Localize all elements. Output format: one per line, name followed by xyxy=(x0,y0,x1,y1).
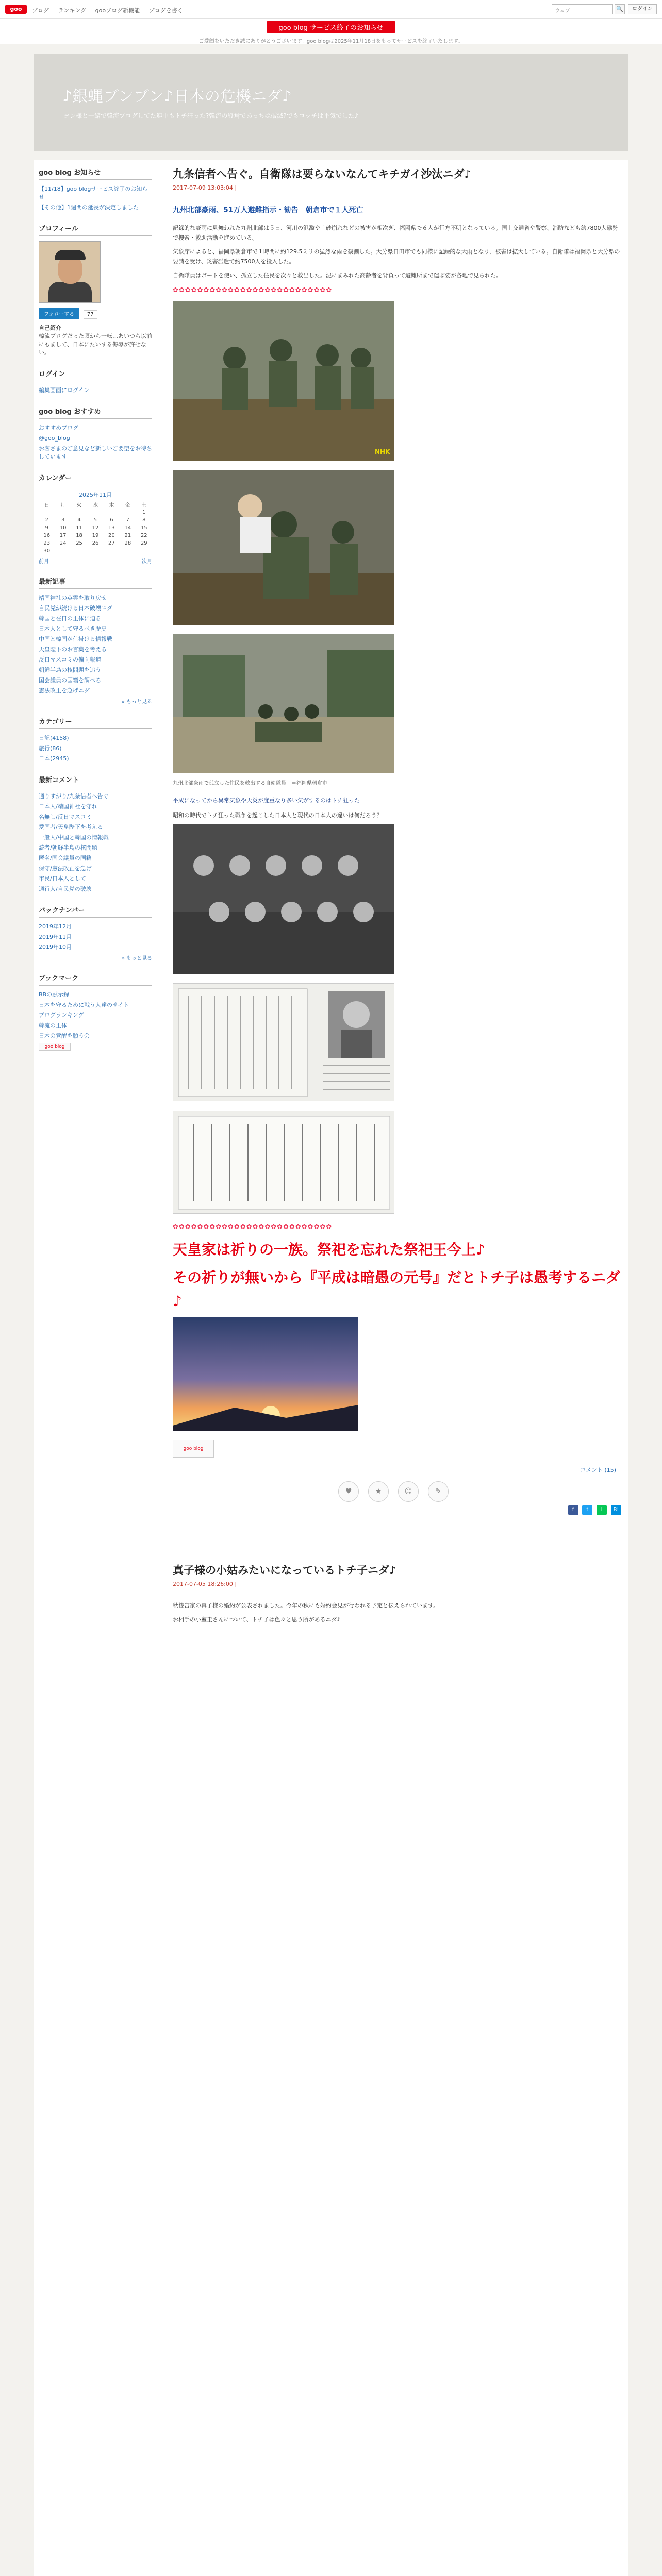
highlight-line: 平成になってから異常気象や天災が度重なり多い気がするのはトチ狂った xyxy=(173,797,360,804)
goo-logo[interactable]: goo xyxy=(5,5,27,14)
recent-comment-link[interactable]: 一般人/中国と韓国の情報戦 xyxy=(39,834,109,841)
recent-post-link[interactable]: 国会議員の国籍を調べろ xyxy=(39,677,101,684)
facebook-share-icon[interactable]: f xyxy=(568,1505,578,1515)
recent-comment-link[interactable]: 愛国者/天皇陛下を考える xyxy=(39,824,103,831)
recent-comment-link[interactable]: 読者/朝鮮半島の核問題 xyxy=(39,844,97,851)
calendar-day: 16 xyxy=(43,533,51,538)
calendar-day: 15 xyxy=(140,525,147,531)
like-icon[interactable]: ♥ xyxy=(338,1481,359,1502)
content-container xyxy=(34,160,628,2576)
recommend-section xyxy=(39,406,152,461)
calendar-section xyxy=(39,472,152,565)
notice-link[interactable]: 【11/18】goo blogサービス終了のお知らせ xyxy=(39,185,148,200)
historical-photo[interactable] xyxy=(173,824,394,974)
follow-button[interactable]: フォローする xyxy=(39,308,79,319)
calendar-weekday: 日 xyxy=(44,503,49,509)
bookmarks-section xyxy=(39,973,152,1051)
notice-section xyxy=(39,167,152,212)
profile-section xyxy=(39,223,152,357)
profile-avatar[interactable] xyxy=(39,241,101,303)
calendar-day: 2 xyxy=(45,517,48,523)
recent-comments-section xyxy=(39,774,152,893)
backnumber-heading: バックナンバー xyxy=(39,905,152,918)
main-content xyxy=(173,160,621,1629)
sunset-photo[interactable] xyxy=(173,1317,358,1431)
calendar-next[interactable]: 次月 xyxy=(142,559,152,565)
pen-icon[interactable]: ✎ xyxy=(428,1481,449,1502)
recent-comment-link[interactable]: 通りすがり/九条信者へ告ぐ xyxy=(39,793,109,800)
document-photo[interactable] xyxy=(173,983,394,1101)
article-paragraph: 昭和の時代でトチ狂った戦争を起こした日本人と現代の日本人の違いは何だろう？ xyxy=(173,812,383,819)
handwriting-photo[interactable] xyxy=(173,1111,394,1214)
nav-new-features[interactable]: gooブログ新機能 xyxy=(95,7,140,14)
calendar-weekday: 火 xyxy=(76,503,82,509)
global-nav xyxy=(32,6,190,14)
comment-link[interactable]: コメント (15) xyxy=(580,1467,616,1473)
article-date: 2017-07-05 18:26:00 | xyxy=(173,1581,237,1587)
notice-heading: goo blog お知らせ xyxy=(39,167,152,180)
calendar-day xyxy=(55,509,71,516)
calendar-weekday: 土 xyxy=(141,503,147,509)
search-input[interactable]: ウェブ xyxy=(552,4,613,14)
recommend-link[interactable]: おすすめブログ xyxy=(39,425,79,431)
calendar-day: 8 xyxy=(142,517,146,523)
blog-header xyxy=(34,54,628,151)
calendar-day: 10 xyxy=(59,525,67,531)
calendar-day: 1 xyxy=(142,510,146,515)
calendar-day xyxy=(55,547,71,555)
article-paragraph: 記録的な豪雨に見舞われた九州北部は５日、河川の氾濫や土砂崩れなどの被害が相次ぎ、福岡県で６人が行方不明となっている。国土交通省や警察、消防なども約7800人態勢で捜索・救助活動を進めている。 xyxy=(173,225,618,241)
emphasis-line: その祈りが無いから『平成は暗愚の元号』だとトチ子は愚考するニダ♪ xyxy=(173,1269,621,1310)
sidebar xyxy=(34,160,157,2576)
calendar-day xyxy=(120,509,136,516)
calendar-day: 17 xyxy=(59,533,67,538)
bookmarks-heading: ブックマーク xyxy=(39,973,152,986)
bookmark-link[interactable]: 韓流の正体 xyxy=(39,1022,67,1029)
calendar-day xyxy=(120,547,136,555)
calendar-weekday: 月 xyxy=(60,503,66,509)
calendar-day: 20 xyxy=(108,533,115,538)
profile-heading: プロフィール xyxy=(39,223,152,236)
recommend-heading: goo blog おすすめ xyxy=(39,406,152,419)
calendar-day: 13 xyxy=(108,525,115,531)
calendar-month[interactable]: 2025年11月 xyxy=(79,492,112,498)
recent-comment-link[interactable]: 匿名/国会議員の国籍 xyxy=(39,855,92,861)
calendar-day: 9 xyxy=(45,525,48,531)
calendar-day: 30 xyxy=(43,548,51,554)
login-button[interactable]: ログイン xyxy=(628,4,657,14)
calendar-day: 19 xyxy=(92,533,99,538)
backnumber-link[interactable]: 2019年11月 xyxy=(39,934,72,940)
article-paragraph: 気象庁によると、福岡県朝倉市で１時間に約129.5ミリの猛烈な雨を観測した。大分県日田市でも同様に記録的な大雨となり、被害は拡大している。自衛隊は福岡県と大分県の要請を受け、災害派遣で約7500人を投入した。 xyxy=(173,248,620,265)
recommend-note[interactable]: お客さまのご意見など新しいご要望をお待ちしています xyxy=(39,445,152,460)
article-paragraph: 自衛隊員はボートを使い、孤立した住民を次々と救出した。泥にまみれた高齢者を背負って避難所まで運ぶ姿が各地で見られた。 xyxy=(173,272,502,279)
hatena-share-icon[interactable]: B! xyxy=(611,1505,621,1515)
recommend-link[interactable]: @goo_blog xyxy=(39,435,70,442)
recent-comment-link[interactable]: 保守/憲法改正を急げ xyxy=(39,865,92,872)
article-title[interactable]: 真子様の小姑みたいになっているトチ子ニダ♪ xyxy=(173,1564,396,1577)
calendar-day xyxy=(104,509,120,516)
article-paragraph: 秋篠宮家の真子様の婚約が公表されました。今年の秋にも婚約会見が行われる予定と伝えられています。 xyxy=(173,1602,439,1609)
calendar-day: 3 xyxy=(61,517,65,523)
recent-post-link[interactable]: 韓国と在日の正体に迫る xyxy=(39,615,101,622)
recent-post-link[interactable]: 憲法改正を急げニダ xyxy=(39,687,90,694)
article xyxy=(173,166,621,1515)
bookmark-link[interactable]: 日本の覚醒を願う会 xyxy=(39,1032,90,1039)
backnumber-section xyxy=(39,905,152,961)
twitter-share-icon[interactable]: t xyxy=(582,1505,592,1515)
categories-section xyxy=(39,716,152,763)
calendar-weekday: 木 xyxy=(109,503,114,509)
edit-login-link[interactable]: 編集画面にログイン xyxy=(39,387,90,394)
global-topbar xyxy=(0,0,662,19)
flower-divider: ✿✿✿✿✿✿✿✿✿✿✿✿✿✿✿✿✿✿✿✿✿✿✿✿✿✿ xyxy=(173,286,333,294)
service-notice-banner xyxy=(0,19,662,44)
recent-comment-link[interactable]: 市民/日本人として xyxy=(39,875,86,882)
smile-icon[interactable]: ☺ xyxy=(398,1481,419,1502)
recent-post-link[interactable]: 中国と韓国が仕掛ける情報戦 xyxy=(39,636,112,642)
blog-description: ヨン様と一緒で韓流ブログしてた連中もトチ狂った?韓流の終焉であっちは破滅?でもコッチは平気でした♪ xyxy=(63,112,359,120)
calendar-day: 18 xyxy=(76,533,82,538)
calendar-weekday: 金 xyxy=(125,503,130,509)
bookmark-link[interactable]: BBの黙示録 xyxy=(39,991,70,998)
news-headline: 九州北部豪雨、51万人避難指示・勧告 朝倉市で１人死亡 xyxy=(173,206,363,214)
recent-comment-link[interactable]: 日本人/靖国神社を守れ xyxy=(39,803,97,810)
backnumber-more[interactable]: » もっと見る xyxy=(121,956,152,961)
recent-posts-section xyxy=(39,576,152,705)
calendar-day: 12 xyxy=(92,525,99,531)
photo-caption: 九州北部豪雨で孤立した住民を救出する自衛隊員 ＝福岡県朝倉市 xyxy=(173,781,327,786)
calendar-day: 6 xyxy=(110,517,113,523)
calendar-day xyxy=(39,509,55,516)
recent-comment-link[interactable]: 通行人/自民党の破壊 xyxy=(39,886,92,892)
follower-count: 77 xyxy=(84,310,97,319)
calendar-day: 28 xyxy=(124,540,131,546)
recent-posts-heading: 最新記事 xyxy=(39,576,152,589)
calendar-day: 27 xyxy=(108,540,115,546)
svg-text:NHK: NHK xyxy=(375,448,390,455)
calendar-table xyxy=(39,501,152,555)
bookmark-link[interactable]: 日本を守るために戦う人達のサイト xyxy=(39,1002,129,1008)
share-buttons xyxy=(173,1505,621,1515)
calendar-day: 14 xyxy=(124,525,131,531)
categories-heading: カテゴリー xyxy=(39,716,152,729)
notice-link[interactable]: 【その他】1週間の延長が決定しました xyxy=(39,204,139,211)
calendar-heading: カレンダー xyxy=(39,472,152,485)
recent-post-link[interactable]: 朝鮮半島の核問題を追う xyxy=(39,667,101,673)
calendar-day: 25 xyxy=(76,540,82,546)
nav-blog[interactable]: ブログ xyxy=(32,7,49,14)
goo-blog-badge[interactable]: goo blog xyxy=(39,1043,71,1051)
calendar-day: 29 xyxy=(140,540,147,546)
article-date: 2017-07-09 13:03:04 | xyxy=(173,184,237,191)
recent-post-link[interactable]: 靖国神社の英霊を取り戻せ xyxy=(39,595,107,601)
category-link[interactable]: 日記(4158) xyxy=(39,735,69,741)
calendar-weekday: 水 xyxy=(92,503,98,509)
search-icon[interactable]: 🔍 xyxy=(615,4,625,14)
star-icon[interactable]: ★ xyxy=(368,1481,389,1502)
recent-comment-link[interactable]: 名無し/反日マスコミ xyxy=(39,814,92,820)
blog-title[interactable]: ♪銀蝿ブンブン♪日本の危機ニダ♪ xyxy=(62,88,292,106)
calendar-day: 11 xyxy=(76,525,82,531)
bookmark-link[interactable]: ブログランキング xyxy=(39,1012,84,1019)
profile-intro: 韓流ブログだった頃から一転…あいつら以前にもまして、日本にたいする侮辱が許せない。 xyxy=(39,333,152,356)
recent-posts-more[interactable]: » もっと見る xyxy=(121,699,152,705)
nav-write[interactable]: ブログを書く xyxy=(148,7,183,14)
calendar-day xyxy=(87,509,103,516)
calendar-day xyxy=(71,509,87,516)
calendar-day: 7 xyxy=(126,517,129,523)
article-title[interactable]: 九条信者へ告ぐ。自衛隊は要らないなんてキチガイ沙汰ニダ♪ xyxy=(173,168,471,180)
calendar-day xyxy=(136,547,152,555)
calendar-day: 26 xyxy=(92,540,99,546)
calendar-day xyxy=(104,547,120,555)
calendar-day xyxy=(87,547,103,555)
calendar-prev[interactable]: 前月 xyxy=(39,559,49,565)
service-end-subtext: ご愛顧をいただき誠にありがとうございます。goo blogは2025年11月18日をもってサービスを終了いたします。 xyxy=(198,39,464,44)
article-paragraph: お相手の小室圭さんについて、トチ子は色々と思う所があるニダ♪ xyxy=(173,1616,341,1623)
calendar-day: 5 xyxy=(93,517,97,523)
category-link[interactable]: 旅行(86) xyxy=(39,745,62,752)
backnumber-link[interactable]: 2019年10月 xyxy=(39,944,72,951)
login-heading: ログイン xyxy=(39,368,152,381)
recent-post-link[interactable]: 自民党が続ける日本破壊ニダ xyxy=(39,605,112,612)
calendar-day: 21 xyxy=(124,533,131,538)
recent-post-link[interactable]: 反日マスコミの偏向報道 xyxy=(39,656,101,663)
rescue-photo[interactable] xyxy=(173,301,394,461)
backnumber-link[interactable]: 2019年12月 xyxy=(39,923,72,930)
calendar-day: 23 xyxy=(43,540,51,546)
calendar-day: 4 xyxy=(77,517,81,523)
line-share-icon[interactable]: L xyxy=(597,1505,607,1515)
category-link[interactable]: 日本(2945) xyxy=(39,755,69,762)
profile-name: 自己紹介 xyxy=(39,325,61,331)
rescue-photo[interactable] xyxy=(173,470,394,625)
flood-photo[interactable] xyxy=(173,634,394,773)
recent-post-link[interactable]: 天皇陛下のお言葉を考える xyxy=(39,646,107,653)
flower-divider: ✿✿✿✿✿✿✿✿✿✿✿✿✿✿✿✿✿✿✿✿✿✿✿✿✿✿ xyxy=(173,1223,333,1231)
service-end-link[interactable]: goo blog サービス終了のお知らせ xyxy=(267,21,394,33)
recent-post-link[interactable]: 日本人として守るべき歴史 xyxy=(39,625,107,632)
calendar-day: 24 xyxy=(59,540,67,546)
calendar-day: 22 xyxy=(140,533,147,538)
emphasis-line: 天皇家は祈りの一族。祭祀を忘れた祭祀王今上♪ xyxy=(173,1241,485,1258)
article xyxy=(173,1562,621,1624)
login-section xyxy=(39,368,152,395)
ranking-badge[interactable]: goo blog xyxy=(173,1440,214,1458)
nav-ranking[interactable]: ランキング xyxy=(58,7,87,14)
recent-comments-heading: 最新コメント xyxy=(39,774,152,787)
calendar-day xyxy=(71,547,87,555)
